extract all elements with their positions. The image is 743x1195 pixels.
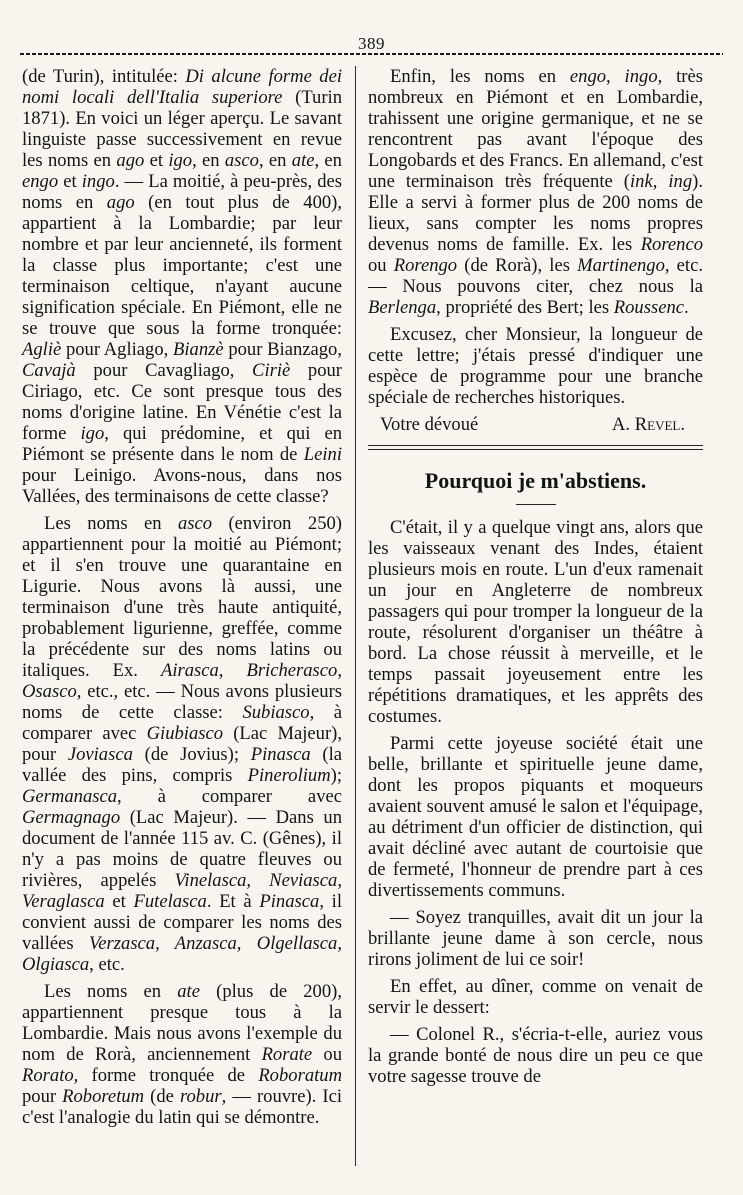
left-paragraph-1: (de Turin), intitulée: Di alcune forme dei nomi locali dell'Italia superiore (Turin 1871). En voici un léger aperçu. Le savant linguiste passe successivement en revue les noms en ago et igo, en asco, en ate, en engo et ingo. — La moitié, à peu-près, des noms en ago (en tout plus de 400), appartient à la Lombardie; par leur nombre et par leur ancienneté, ils forment la classe plus importante; c'est une terminaison celtique, n'ayant aucune signification spéciale. En Piémont, elle ne se trouve que sous la forme tronquée: Agliè pour Agliago, Bianzè pour Bianzago, Cavajà pour Cavagliago, Ciriè pour Ciriago, etc. Ce sont presque tous des noms d'origine latine. En Vénétie c'est la forme igo, qui prédomine, et qui en Piémont se présente dans le nom de Leini pour Leinigo. Avons-nous, dans nos Vallées, des terminaisons de cette classe?	[22, 66, 343, 507]
article-paragraph-3: — Soyez tranquilles, avait dit un jour la brillante jeune dame à son cercle, nous rirons joliment de lui ce soir!	[368, 907, 703, 970]
article-paragraph-2: Parmi cette joyeuse société était une belle, brillante et spirituelle jeune dame, dont les propos piquants et moqueurs avaient souvent amusé le salon et l'équipage, au détriment d'un officier de distinction, qui avait décliné avec autant de courtoisie que de fermeté, l'honneur de prendre part à ces divertissements communs.	[368, 733, 703, 901]
title-dash	[516, 504, 556, 505]
header-rule	[20, 53, 723, 55]
signoff	[368, 414, 703, 435]
left-paragraph-3: Les noms en ate (plus de 200), appartiennent presque tous à la Lombardie. Mais nous avons l'exemple du nom de Rorà, anciennement Rorate ou Rorato, forme tronquée de Roboratum pour Roboretum (de robur, — rouvre). Ici c'est l'analogie du latin qui se démontre.	[22, 981, 342, 1128]
page-number: 389	[358, 34, 385, 53]
left-column	[22, 66, 342, 1128]
signoff-closing: Votre dévoué	[380, 414, 479, 435]
article-separator	[368, 445, 703, 450]
right-column	[368, 66, 703, 1087]
article-paragraph-4: En effet, au dîner, comme on venait de servir le dessert:	[368, 976, 703, 1018]
article-paragraph-5: — Colonel R., s'écria-t-elle, auriez vous la grande bonté de nous dire un peu ce que votre sagesse trouve de	[368, 1024, 703, 1087]
article-title: Pourquoi je m'abstiens.	[424, 468, 647, 493]
article-paragraph-1: C'était, il y a quelque vingt ans, alors que les vaisseaux venant des Indes, étaient plusieurs mois en route. L'un d'eux ramenait un jour en Angleterre de nombreux passagers qui pour tromper la longueur de la route, résolurent d'organiser un théâtre à bord. La chose réussit à merveille, et le temps passait joyeusement entre les répétitions dramatiques, et les apprêts des costumes.	[368, 517, 703, 727]
right-paragraph-1: Enfin, les noms en engo, ingo, très nombreux en Piémont et en Lombardie, trahissent une origine germanique, et ne se rencontrent pas avant l'époque des Longobards et des Francs. En allemand, c'est une terminaison très fréquente (ink, ing). Elle a servi à former plus de 200 noms de lieux, sans compter les noms propres devenus noms de famille. Ex. les Rorenco ou Rorengo (de Rorà), les Martinengo, etc. — Nous pouvons citer, chez nous la Berlenga, propriété des Bert; les Roussenc.	[368, 66, 703, 318]
signoff-signature: A. Revel.	[612, 414, 685, 435]
left-paragraph-2: Les noms en asco (environ 250) appartiennent pour la moitié au Piémont; et il s'en trouve une quarantaine en Ligurie. Nous avons là aussi, une terminaison d'une très haute antiquité, probablement ligurienne, greffée, comme la précédente sur des noms latins ou italiques. Ex. Airasca, Bricherasco, Osasco, etc., etc. — Nous avons plusieurs noms de cette classe: Subiasco, à comparer avec Giubiasco (Lac Majeur), pour Joviasca (de Jovius); Pinasca (la vallée des pins, compris Pinerolium); Germanasca, à comparer avec Germagnago (Lac Majeur). — Dans un document de l'année 115 av. C. (Gênes), il n'y a pas moins de quatre fleuves ou rivières, appelés Vinelasca, Neviasca, Veraglasca et Futelasca. Et à Pinasca, il convient aussi de comparer les noms des vallées Verzasca, Anzasca, Olgellasca, Olgiasca, etc.	[22, 513, 343, 975]
column-divider	[355, 66, 356, 1166]
right-paragraph-2: Excusez, cher Monsieur, la longueur de cette lettre; j'étais pressé d'indiquer une espèce de programme pour une branche spéciale de recherches historiques.	[368, 324, 703, 408]
